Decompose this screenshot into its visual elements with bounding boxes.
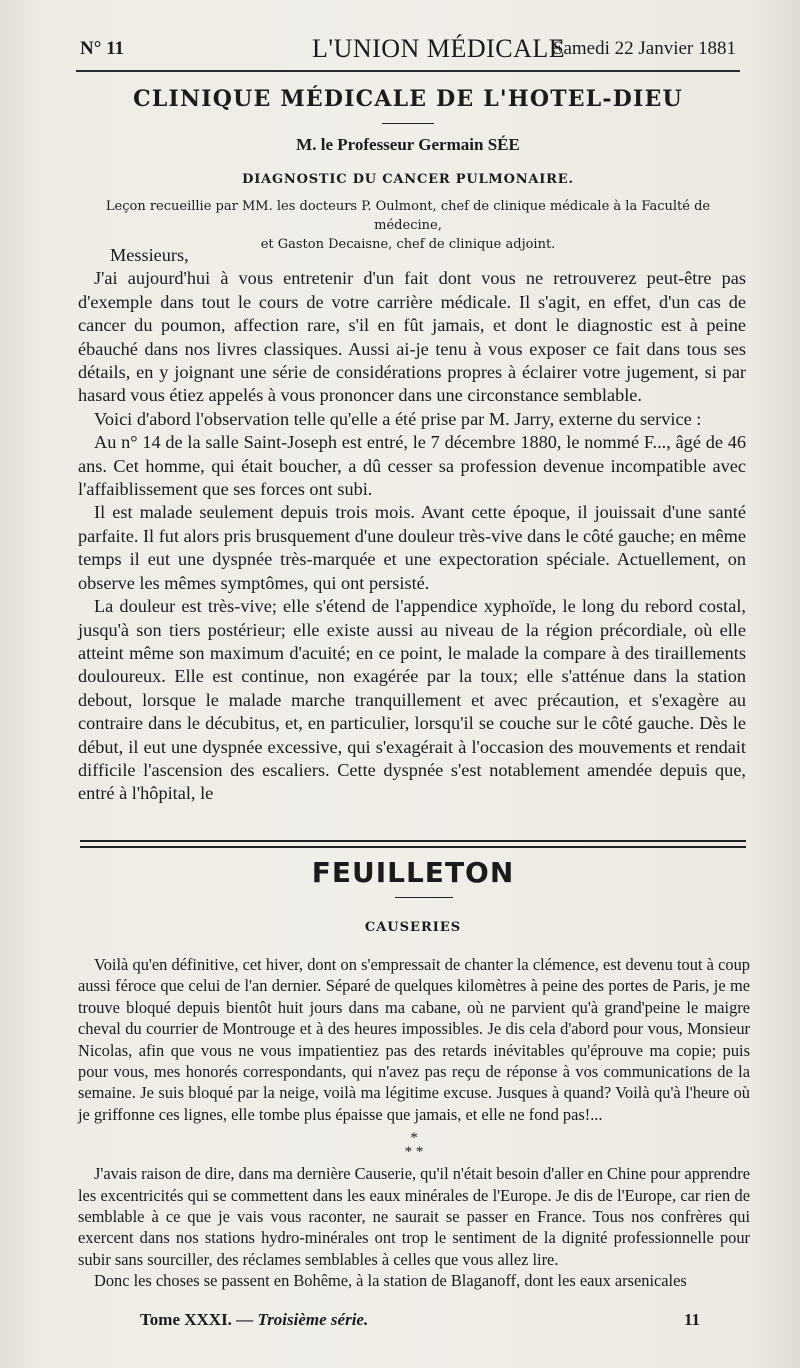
article-author: M. le Professeur Germain SÉE [296, 135, 520, 154]
page-number: 11 [683, 1310, 700, 1329]
credit-line-1: Leçon recueillie par MM. les docteurs P. Oulmont, chef de clinique médicale à la Faculté de médecine, [105, 199, 711, 233]
page-footer [140, 1310, 700, 1334]
issue-number: N° 11 [80, 38, 125, 59]
volume-label [140, 1310, 368, 1330]
feuilleton-title: FEUILLETON [311, 856, 515, 889]
feuilleton-subtitle: CAUSERIES [364, 920, 462, 935]
feuilleton-divider [395, 897, 453, 898]
credit-line-2: et Gaston Decaisne, chef de clinique adjoint. [260, 237, 556, 252]
section-double-rule-bottom [80, 846, 746, 848]
title-divider [382, 123, 434, 124]
article-paragraph: J'ai aujourd'hui à vous entretenir d'un fait dont vous ne retrouverez peut-être pas d'exemple dans tout le cours de votre carrière médicale. Il s'agit, en effet, d'un cas de cancer du poumon, affection rare, s'il en fût jamais, et dont le diagnostic est à peine ébauché dans nos livres classiques. Aussi ai-je tenu à vous exposer ce fait dans tous ses détails, en y joignant une série de considérations propres à éclairer votre jugement, si par hasard vous étiez appelés à vous prononcer dans une circonstance semblable. [78, 268, 746, 406]
article-paragraph: La douleur est très-vive; elle s'étend de l'appendice xyphoïde, le long du rebord costal, jusqu'à son tiers postérieur; elle existe aussi au niveau de la région précordiale, où elle atteint même son maximum d'acuité; en ce point, le malade la compare à des tiraillements douloureux. Elle est continue, non exagérée par la toux; elle s'atténue dans la station debout, lorsque le malade marche tranquillement et avec précaution, et s'exagère au contraire dans le décubitus, et, en particulier, lorsqu'il se couche sur le côté gauche. Dès le début, il eut une dyspnée excessive, qui s'exagérait à l'occasion des mouvements et rendait difficile l'ascension des escaliers. Cette dyspnée s'est notablement amendée depuis que, entré à l'hôpital, le [78, 596, 746, 804]
issue-date: Samedi 22 Janvier 1881 [552, 38, 736, 59]
star-top: * [410, 1130, 418, 1147]
feuilleton-paragraph: Voilà qu'en définitive, cet hiver, dont on s'empressait de chanter la clémence, est devenu tout à coup aussi féroce que celui de l'an dernier. Séparé de quelques kilomètres à peine des portes de Paris, je me trouve bloqué depuis bientôt huit jours dans ma cabane, où ne parvient qu'à grand'peine le maigre cheval du courrier de Montrouge et à des heures impossibles. Je dis cela d'abord pour vous, Monsieur Nicolas, afin que vous ne vous impatientiez pas des retards inévitables qu'éprouve ma copie; puis pour vous, mes honorés correspondants, qui n'avez pas reçu de réponse à vos communications de la semaine. Je suis bloqué par la neige, voilà ma légitime excuse. Jusques à quand? Voilà qu'à l'heure où je griffonne ces lignes, elle tombe plus épaisse que jamais, et elle ne fond pas!... [78, 955, 750, 1124]
article-paragraph: Au n° 14 de la salle Saint-Joseph est entré, le 7 décembre 1880, le nommé F..., âgé de 46 ans. Cet homme, qui était boucher, a dû cesser sa profession devenue incompatible avec l'affaiblissement que ses forces ont subi. [78, 432, 746, 500]
article-paragraph: Il est malade seulement depuis trois mois. Avant cette époque, il jouissait d'une santé parfaite. Il fut alors pris brusquement d'une douleur très-vive dans le côté gauche; en même temps il eut une dyspnée très-marquée et une expectoration spéciale. Actuellement, on observe les mêmes symptômes, qui ont persisté. [78, 502, 746, 593]
feuilleton-paragraph: J'avais raison de dire, dans ma dernière Causerie, qu'il n'était besoin d'aller en Chine pour apprendre les excentricités qui se commettent dans les eaux minérales de l'Europe. Je dis de l'Europe, car rien de semblable à ce que je vais vous raconter, ne saurait se passer en France. Tous nos confrères qui exercent dans nos stations hydro-minérales ont trop le sentiment de la dignité professionnelle pour subir sans sourciller, des réclames semblables à celles que vous allez lire. [78, 1164, 750, 1269]
series-text: Troisième série. [257, 1310, 369, 1329]
article-title: CLINIQUE MÉDICALE DE L'HOTEL-DIEU [133, 86, 683, 112]
tome-text: Tome XXXI. — [140, 1310, 254, 1329]
article-paragraph: Voici d'abord l'observation telle qu'elle a été prise par M. Jarry, externe du service : [94, 408, 702, 429]
feuilleton-body [78, 954, 750, 1292]
article-subject: DIAGNOSTIC DU CANCER PULMONAIRE. [242, 172, 574, 187]
salutation: Messieurs, [110, 245, 189, 265]
journal-title: L'UNION MÉDICALE [312, 34, 566, 63]
star-bottom: * * [404, 1144, 424, 1161]
section-double-rule-top [80, 840, 746, 842]
feuilleton-paragraph: Donc les choses se passent en Bohême, à la station de Blaganoff, dont les eaux arsenicales [94, 1271, 687, 1291]
page-header [80, 34, 736, 66]
article-body [78, 244, 746, 806]
section-stars [78, 1131, 750, 1159]
header-rule [76, 70, 740, 72]
